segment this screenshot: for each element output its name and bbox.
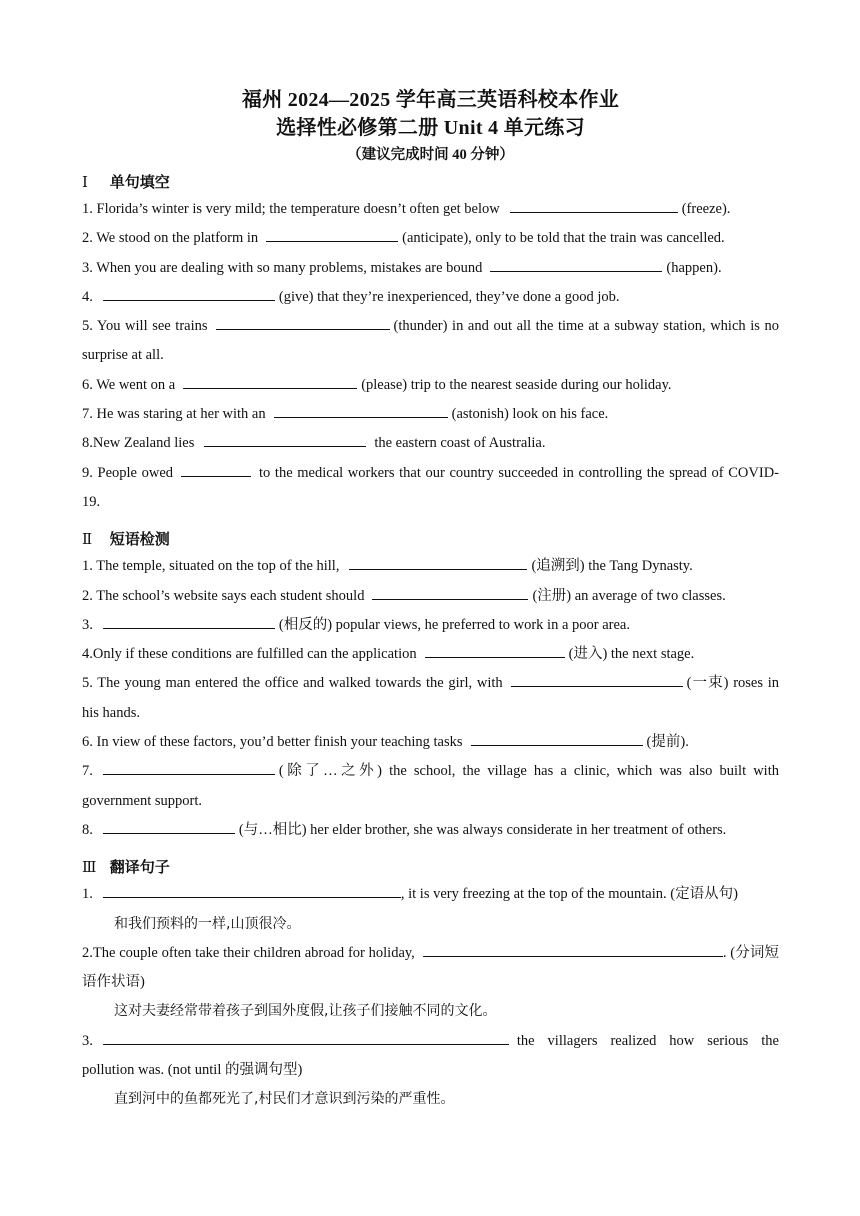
answer-blank[interactable] <box>216 315 390 330</box>
s2-question-8 <box>82 816 779 845</box>
question-text: (happen). <box>666 259 722 276</box>
question-text: . (分词短语作状语) <box>82 944 779 991</box>
question-text: (astonish) look on his face. <box>451 406 609 423</box>
s2-question-5 <box>82 669 779 728</box>
question-text: , it is very freezing at the top of the mountain. (定语从句) <box>400 886 738 903</box>
question-text: the eastern coast of Australia. <box>374 435 546 452</box>
s2-question-3 <box>82 611 779 640</box>
worksheet-page <box>82 86 779 1115</box>
s3-question-1 <box>82 880 779 909</box>
question-text: 8.New Zealand lies <box>82 435 195 452</box>
question-text: (please) trip to the nearest seaside during our holiday. <box>361 376 672 393</box>
question-text: (相反的) popular views, he preferred to work in a poor area. <box>278 616 630 633</box>
question-text: the villagers realized how serious the pollution was. (not until 的强调句型) <box>82 1032 779 1079</box>
question-text: 4.Only if these conditions are fulfilled can the application <box>82 646 417 663</box>
answer-blank[interactable] <box>490 257 662 272</box>
answer-blank[interactable] <box>103 819 235 834</box>
s3-question-2-chinese: 这对夫妻经常带着孩子到国外度假,让孩子们接触不同的文化。 <box>114 1003 497 1020</box>
answer-blank[interactable] <box>372 585 528 600</box>
section-1-numeral: Ⅰ <box>82 173 88 191</box>
question-text: (anticipate), only to be told that the train was cancelled. <box>402 230 725 247</box>
answer-blank[interactable] <box>183 374 357 389</box>
s1-question-2 <box>82 224 779 253</box>
section-2-title: 短语检测 <box>109 532 170 549</box>
s3-question-1-chinese: 和我们预料的一样,山顶很冷。 <box>114 915 301 932</box>
question-text: (give) that they’re inexperienced, they’ve done a good job. <box>278 288 620 305</box>
answer-blank[interactable] <box>349 555 527 570</box>
s1-question-5 <box>82 312 779 371</box>
question-text: 5. You will see trains <box>82 318 208 335</box>
question-text: 1. Florida’s winter is very mild; the temperature doesn’t often get below <box>82 201 500 217</box>
question-text: 3. When you are dealing with so many problems, mistakes are bound <box>82 259 483 276</box>
answer-blank[interactable] <box>103 760 275 775</box>
answer-blank[interactable] <box>103 286 275 301</box>
question-text: (freeze). <box>681 201 731 217</box>
question-text: 6. In view of these factors, you’d better finish your teaching tasks <box>82 734 463 751</box>
question-text: 4. <box>82 288 93 305</box>
answer-blank[interactable] <box>266 227 398 242</box>
answer-blank[interactable] <box>510 198 678 213</box>
s3-question-3-chinese: 直到河中的鱼都死光了,村民们才意识到污染的严重性。 <box>114 1091 455 1108</box>
s2-question-6 <box>82 728 779 757</box>
answer-blank[interactable] <box>181 462 251 477</box>
section-3-title: 翻译句子 <box>109 860 170 877</box>
s2-question-1 <box>82 552 779 581</box>
s1-question-7 <box>82 400 779 429</box>
question-text: 3. <box>82 616 93 633</box>
question-text: (注册) an average of two classes. <box>532 587 726 604</box>
s2-question-2 <box>82 582 779 611</box>
answer-blank[interactable] <box>103 614 275 629</box>
answer-blank[interactable] <box>103 883 401 898</box>
question-text: 2. We stood on the platform in <box>82 230 259 247</box>
question-text: (一束) roses in his hands. <box>82 675 779 721</box>
page-title-line1: 福州 2024—2025 学年高三英语科校本作业 <box>241 89 620 111</box>
s2-question-7 <box>82 757 779 816</box>
answer-blank[interactable] <box>103 1030 509 1045</box>
answer-blank[interactable] <box>425 643 565 658</box>
s3-question-3 <box>82 1027 779 1086</box>
answer-blank[interactable] <box>511 672 683 687</box>
question-text: 9. People owed <box>82 464 174 481</box>
question-text: (追溯到) the Tang Dynasty. <box>531 558 693 575</box>
section-1-title: 单句填空 <box>109 175 170 191</box>
question-text: to the medical workers that our country succeeded in controlling the spread of COVID-19. <box>82 464 779 510</box>
page-title-line2: 选择性必修第二册 Unit 4 单元练习 <box>276 117 585 139</box>
question-text: (提前). <box>646 734 689 751</box>
answer-blank[interactable] <box>204 432 366 447</box>
question-text: (进入) the next stage. <box>568 646 695 663</box>
question-text: 7. He was staring at her with an <box>82 406 266 423</box>
section-2-heading <box>82 527 779 552</box>
section-3-heading <box>82 855 779 880</box>
section-3-numeral: Ⅲ <box>82 858 97 877</box>
question-text: (与…相比) her elder brother, she was always considerate in her treatment of others. <box>238 821 727 838</box>
section-2-numeral: Ⅱ <box>82 530 93 549</box>
s3-question-2 <box>82 939 779 998</box>
question-text: 7. <box>82 763 93 780</box>
answer-blank[interactable] <box>274 403 448 418</box>
s1-question-8 <box>82 429 779 458</box>
question-text: (thunder) in and out all the time at a subway station, which is no surprise at all. <box>82 318 779 364</box>
answer-blank[interactable] <box>471 731 643 746</box>
s1-question-3 <box>82 254 779 283</box>
question-text: 1. The temple, situated on the top of the hill, <box>82 558 340 575</box>
s1-question-1 <box>82 195 779 224</box>
question-text: 1. <box>82 886 93 903</box>
question-text: (除了…之外) the school, the village has a clinic, which was also built with government support. <box>82 763 779 809</box>
s1-question-6 <box>82 371 779 400</box>
s1-question-9 <box>82 459 779 518</box>
s1-question-4 <box>82 283 779 312</box>
question-text: 8. <box>82 821 93 838</box>
time-note: （建议完成时间 40 分钟） <box>347 147 514 163</box>
question-text: 2. The school’s website says each student should <box>82 587 365 604</box>
s2-question-4 <box>82 640 779 669</box>
answer-blank[interactable] <box>423 942 723 957</box>
question-text: 6. We went on a <box>82 376 176 393</box>
question-text: 5. The young man entered the office and walked towards the girl, with <box>82 675 503 692</box>
question-text: 2.The couple often take their children abroad for holiday, <box>82 944 415 961</box>
question-text: 3. <box>82 1032 93 1049</box>
section-1-heading <box>82 170 779 195</box>
